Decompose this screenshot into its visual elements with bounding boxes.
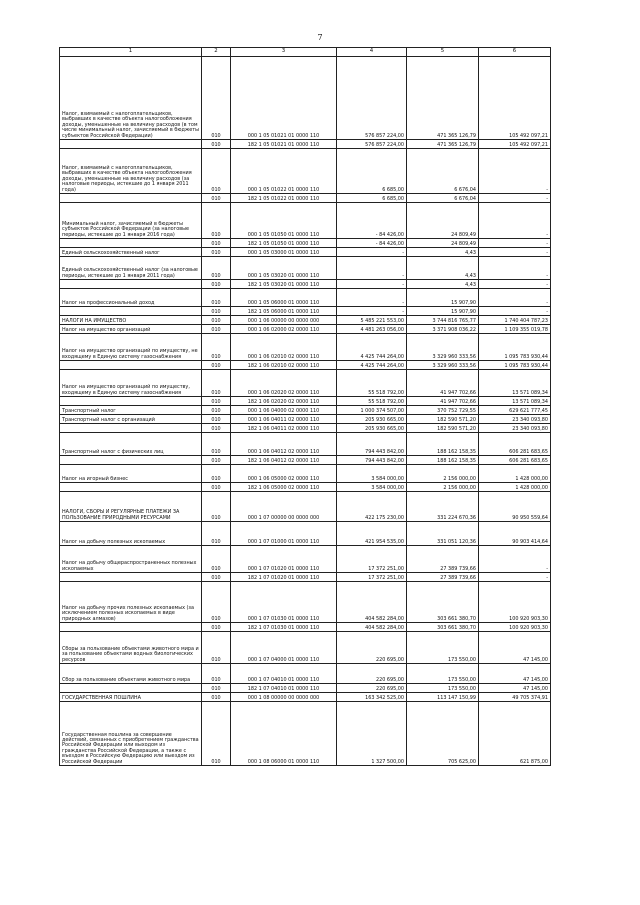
row-name	[60, 361, 202, 370]
row-name: Сборы за пользование объектами животного мира и за пользование объектами водных биологических ресурсов	[60, 632, 202, 664]
row-line-code: 010	[202, 140, 231, 149]
row-unexecuted: -	[479, 203, 551, 239]
row-line-code: 010	[202, 194, 231, 203]
table-row	[60, 370, 551, 397]
row-executed: 27 389 739,66	[407, 546, 479, 573]
row-line-code: 010	[202, 573, 231, 582]
row-line-code: 010	[202, 370, 231, 397]
column-header-4: 4	[337, 48, 407, 57]
row-line-code: 010	[202, 483, 231, 492]
row-unexecuted: 100 920 903,30	[479, 582, 551, 623]
row-budget-code: 000 1 06 02020 02 0000 110	[231, 370, 337, 397]
page-number: 7	[317, 33, 323, 42]
row-unexecuted: -	[479, 194, 551, 203]
row-budget-code: 000 1 08 00000 00 0000 000	[231, 693, 337, 702]
row-line-code: 010	[202, 325, 231, 334]
row-name: НАЛОГИ НА ИМУЩЕСТВО	[60, 316, 202, 325]
row-approved: 4 481 263 056,00	[337, 325, 407, 334]
row-approved: 422 175 230,00	[337, 492, 407, 522]
row-executed: 2 156 000,00	[407, 465, 479, 483]
row-approved: 3 584 000,00	[337, 465, 407, 483]
row-unexecuted: -	[479, 248, 551, 257]
row-name	[60, 307, 202, 316]
row-approved: 421 954 535,00	[337, 522, 407, 546]
row-unexecuted: 47 145,00	[479, 632, 551, 664]
row-executed: 188 162 158,35	[407, 456, 479, 465]
row-budget-code: 000 1 08 06000 01 0000 110	[231, 702, 337, 766]
row-line-code: 010	[202, 397, 231, 406]
row-executed: 173 550,00	[407, 632, 479, 664]
row-unexecuted: 49 705 374,91	[479, 693, 551, 702]
row-budget-code: 000 1 06 04000 02 0000 110	[231, 406, 337, 415]
row-line-code: 010	[202, 334, 231, 361]
row-line-code: 010	[202, 57, 231, 140]
row-approved: 55 518 792,00	[337, 397, 407, 406]
row-approved: 4 425 744 264,00	[337, 334, 407, 361]
row-approved: 220 695,00	[337, 684, 407, 693]
row-line-code: 010	[202, 632, 231, 664]
table-row	[60, 239, 551, 248]
row-executed: 182 590 571,20	[407, 415, 479, 424]
row-name: ГОСУДАРСТВЕННАЯ ПОШЛИНА	[60, 693, 202, 702]
column-header-2: 2	[202, 48, 231, 57]
row-unexecuted: 90 903 414,64	[479, 522, 551, 546]
table-row	[60, 483, 551, 492]
row-budget-code: 000 1 07 04010 01 0000 110	[231, 664, 337, 684]
row-approved: 1 000 374 507,00	[337, 406, 407, 415]
row-budget-code: 000 1 06 02010 02 0000 110	[231, 334, 337, 361]
row-line-code: 010	[202, 492, 231, 522]
row-line-code: 010	[202, 582, 231, 623]
row-unexecuted: 1 740 404 787,23	[479, 316, 551, 325]
row-approved: 404 582 284,00	[337, 623, 407, 632]
row-line-code: 010	[202, 693, 231, 702]
row-budget-code: 000 1 06 04011 02 0000 110	[231, 415, 337, 424]
table-row	[60, 149, 551, 194]
row-name: Транспортный налог с организаций	[60, 415, 202, 424]
row-name: Налог, взимаемый с налогоплательщиков, выбравших в качестве объекта налогообложения доходы, уменьшенные на величину расходов (в том числе минимальный налог, зачисляемый в бюджеты субъектов Российской Федерации)	[60, 57, 202, 140]
row-budget-code: 182 1 06 05000 02 0000 110	[231, 483, 337, 492]
table-row	[60, 465, 551, 483]
row-name	[60, 573, 202, 582]
table-row	[60, 415, 551, 424]
row-unexecuted: -	[479, 307, 551, 316]
row-approved: 576 857 224,00	[337, 57, 407, 140]
row-budget-code: 182 1 05 01021 01 0000 110	[231, 140, 337, 149]
row-unexecuted: 606 281 683,65	[479, 433, 551, 456]
row-approved: 205 930 665,00	[337, 415, 407, 424]
row-executed: 331 051 120,36	[407, 522, 479, 546]
row-unexecuted: 621 875,00	[479, 702, 551, 766]
row-line-code: 010	[202, 456, 231, 465]
row-executed: 182 590 571,20	[407, 424, 479, 433]
row-unexecuted: 13 571 089,34	[479, 370, 551, 397]
row-unexecuted: 606 281 683,65	[479, 456, 551, 465]
row-executed: 15 907,90	[407, 307, 479, 316]
row-name: Единый сельскохозяйственный налог	[60, 248, 202, 257]
row-budget-code: 182 1 05 06000 01 0000 110	[231, 307, 337, 316]
row-executed: 41 947 702,66	[407, 370, 479, 397]
row-approved: -	[337, 289, 407, 307]
row-unexecuted: 13 571 089,34	[479, 397, 551, 406]
row-name: Транспортный налог	[60, 406, 202, 415]
row-approved: 55 518 792,00	[337, 370, 407, 397]
row-line-code: 010	[202, 406, 231, 415]
table-row	[60, 397, 551, 406]
row-budget-code: 000 1 05 03000 01 0000 110	[231, 248, 337, 257]
row-executed: 370 752 729,55	[407, 406, 479, 415]
row-name: Сбор за пользование объектами животного мира	[60, 664, 202, 684]
row-line-code: 010	[202, 465, 231, 483]
table-row	[60, 280, 551, 289]
row-name	[60, 456, 202, 465]
row-name	[60, 397, 202, 406]
table-row	[60, 522, 551, 546]
row-budget-code: 000 1 07 00000 00 0000 000	[231, 492, 337, 522]
row-budget-code: 182 1 06 04011 02 0000 110	[231, 424, 337, 433]
row-name	[60, 424, 202, 433]
row-executed: 3 329 960 333,56	[407, 361, 479, 370]
row-executed: 4,43	[407, 280, 479, 289]
table-row	[60, 248, 551, 257]
row-name	[60, 194, 202, 203]
column-number-header	[60, 48, 551, 57]
row-unexecuted: -	[479, 280, 551, 289]
row-unexecuted: 629 621 777,45	[479, 406, 551, 415]
table-row	[60, 573, 551, 582]
row-unexecuted: 1 095 783 930,44	[479, 361, 551, 370]
table-row	[60, 424, 551, 433]
row-line-code: 010	[202, 623, 231, 632]
row-approved: 6 685,00	[337, 149, 407, 194]
row-budget-code: 182 1 05 01022 01 0000 110	[231, 194, 337, 203]
row-name: Налог на имущество организаций по имуществу, не входящему в Единую систему газоснабжения	[60, 334, 202, 361]
row-line-code: 010	[202, 664, 231, 684]
table-row	[60, 664, 551, 684]
row-name: Единый сельскохозяйственный налог (за налоговые периоды, истекшие до 1 января 2011 года)	[60, 257, 202, 280]
row-approved: -	[337, 248, 407, 257]
row-budget-code: 000 1 05 01021 01 0000 110	[231, 57, 337, 140]
table-row	[60, 334, 551, 361]
row-approved: 220 695,00	[337, 632, 407, 664]
table-row	[60, 307, 551, 316]
row-approved: -	[337, 280, 407, 289]
row-executed: 173 550,00	[407, 664, 479, 684]
row-name: Налог на добычу прочих полезных ископаемых (за исключением полезных ископаемых в виде природных алмазов)	[60, 582, 202, 623]
row-approved: 6 685,00	[337, 194, 407, 203]
row-executed: 27 389 739,66	[407, 573, 479, 582]
row-approved: 1 327 500,00	[337, 702, 407, 766]
row-budget-code: 000 1 05 01022 01 0000 110	[231, 149, 337, 194]
row-name	[60, 239, 202, 248]
row-name	[60, 280, 202, 289]
row-name	[60, 684, 202, 693]
row-name: Налог на добычу полезных ископаемых	[60, 522, 202, 546]
revenue-table	[59, 47, 551, 766]
column-header-1: 1	[60, 48, 202, 57]
row-name: НАЛОГИ, СБОРЫ И РЕГУЛЯРНЫЕ ПЛАТЕЖИ ЗА ПОЛЬЗОВАНИЕ ПРИРОДНЫМИ РЕСУРСАМИ	[60, 492, 202, 522]
row-unexecuted: 105 492 097,21	[479, 57, 551, 140]
row-line-code: 010	[202, 415, 231, 424]
row-name	[60, 623, 202, 632]
row-unexecuted: -	[479, 149, 551, 194]
table-row	[60, 623, 551, 632]
row-executed: 471 365 126,79	[407, 57, 479, 140]
row-budget-code: 000 1 07 04000 01 0000 110	[231, 632, 337, 664]
row-approved: -	[337, 307, 407, 316]
row-unexecuted: 100 920 903,30	[479, 623, 551, 632]
row-name	[60, 140, 202, 149]
row-approved: - 84 426,00	[337, 203, 407, 239]
row-name: Государственная пошлина за совершение действий, связанных с приобретением гражданства Российской Федерации или выходом из гражданства Российской Федерации, а также с въездом в Российскую Федерацию или выездом из Российской Федерации	[60, 702, 202, 766]
row-budget-code: 182 1 06 02020 02 0000 110	[231, 397, 337, 406]
row-unexecuted: 1 109 355 019,78	[479, 325, 551, 334]
row-line-code: 010	[202, 684, 231, 693]
row-line-code: 010	[202, 522, 231, 546]
row-budget-code: 182 1 05 03020 01 0000 110	[231, 280, 337, 289]
row-budget-code: 182 1 07 01020 01 0000 110	[231, 573, 337, 582]
row-executed: 113 147 150,99	[407, 693, 479, 702]
row-line-code: 010	[202, 248, 231, 257]
table-row	[60, 140, 551, 149]
row-unexecuted: 105 492 097,21	[479, 140, 551, 149]
row-budget-code: 000 1 05 03020 01 0000 110	[231, 257, 337, 280]
row-unexecuted: -	[479, 573, 551, 582]
table-row	[60, 693, 551, 702]
row-name: Налог на игорный бизнес	[60, 465, 202, 483]
row-executed: 303 661 380,70	[407, 623, 479, 632]
table-row	[60, 456, 551, 465]
row-budget-code: 000 1 06 05000 02 0000 110	[231, 465, 337, 483]
table-row	[60, 257, 551, 280]
row-budget-code: 000 1 07 01020 01 0000 110	[231, 546, 337, 573]
row-unexecuted: 90 950 559,64	[479, 492, 551, 522]
row-line-code: 010	[202, 316, 231, 325]
row-line-code: 010	[202, 424, 231, 433]
row-unexecuted: -	[479, 239, 551, 248]
table-row	[60, 684, 551, 693]
row-name: Налог на профессиональный доход	[60, 289, 202, 307]
table-row	[60, 316, 551, 325]
row-approved: -	[337, 257, 407, 280]
table-row	[60, 57, 551, 140]
row-executed: 15 907,90	[407, 289, 479, 307]
row-unexecuted: -	[479, 289, 551, 307]
row-budget-code: 182 1 06 04012 02 0000 110	[231, 456, 337, 465]
row-budget-code: 000 1 07 01030 01 0000 110	[231, 582, 337, 623]
table-row	[60, 203, 551, 239]
column-header-3: 3	[231, 48, 337, 57]
column-header-6: 6	[479, 48, 551, 57]
row-line-code: 010	[202, 546, 231, 573]
row-executed: 2 156 000,00	[407, 483, 479, 492]
row-executed: 4,43	[407, 257, 479, 280]
row-executed: 331 224 670,36	[407, 492, 479, 522]
row-executed: 4,43	[407, 248, 479, 257]
row-line-code: 010	[202, 702, 231, 766]
row-executed: 303 661 380,70	[407, 582, 479, 623]
row-line-code: 010	[202, 257, 231, 280]
row-executed: 188 162 158,35	[407, 433, 479, 456]
row-approved: 5 485 221 553,00	[337, 316, 407, 325]
row-approved: 576 857 224,00	[337, 140, 407, 149]
table-row	[60, 289, 551, 307]
row-executed: 3 371 908 036,22	[407, 325, 479, 334]
row-name: Налог, взимаемый с налогоплательщиков, выбравших в качестве объекта налогообложения доходы, уменьшенные на величину расходов (за налоговые периоды, истекшие до 1 января 2011 года)	[60, 149, 202, 194]
row-unexecuted: 23 340 093,80	[479, 424, 551, 433]
row-unexecuted: 23 340 093,80	[479, 415, 551, 424]
row-executed: 471 365 126,79	[407, 140, 479, 149]
row-unexecuted: 47 145,00	[479, 684, 551, 693]
table-row	[60, 492, 551, 522]
row-unexecuted: -	[479, 257, 551, 280]
row-name: Налог на имущество организаций	[60, 325, 202, 334]
row-budget-code: 182 1 07 04010 01 0000 110	[231, 684, 337, 693]
row-budget-code: 000 1 05 06000 01 0000 110	[231, 289, 337, 307]
row-unexecuted: 1 428 000,00	[479, 483, 551, 492]
row-name: Минимальный налог, зачисляемый в бюджеты субъектов Российской Федерации (за налоговые периоды, истекшие до 1 января 2016 года)	[60, 203, 202, 239]
table-row	[60, 546, 551, 573]
row-budget-code: 182 1 06 02010 02 0000 110	[231, 361, 337, 370]
row-unexecuted: -	[479, 546, 551, 573]
row-approved: 17 372 251,00	[337, 546, 407, 573]
row-line-code: 010	[202, 149, 231, 194]
row-approved: 794 443 842,00	[337, 433, 407, 456]
row-line-code: 010	[202, 361, 231, 370]
row-approved: - 84 426,00	[337, 239, 407, 248]
row-name: Налог на имущество организаций по имуществу, входящему в Единую систему газоснабжения	[60, 370, 202, 397]
row-unexecuted: 1 428 000,00	[479, 465, 551, 483]
row-executed: 6 676,04	[407, 194, 479, 203]
row-name: Транспортный налог с физических лиц	[60, 433, 202, 456]
row-approved: 3 584 000,00	[337, 483, 407, 492]
row-budget-code: 000 1 06 02000 02 0000 110	[231, 325, 337, 334]
row-budget-code: 000 1 05 01050 01 0000 110	[231, 203, 337, 239]
row-executed: 24 809,49	[407, 239, 479, 248]
row-approved: 220 695,00	[337, 664, 407, 684]
row-approved: 404 582 284,00	[337, 582, 407, 623]
row-name: Налог на добычу общераспространенных полезных ископаемых	[60, 546, 202, 573]
row-executed: 705 625,00	[407, 702, 479, 766]
row-executed: 3 744 816 765,77	[407, 316, 479, 325]
row-approved: 4 425 744 264,00	[337, 361, 407, 370]
row-approved: 205 930 665,00	[337, 424, 407, 433]
row-executed: 41 947 702,66	[407, 397, 479, 406]
row-line-code: 010	[202, 289, 231, 307]
row-line-code: 010	[202, 433, 231, 456]
row-line-code: 010	[202, 203, 231, 239]
table-row	[60, 194, 551, 203]
row-executed: 6 676,04	[407, 149, 479, 194]
row-approved: 163 342 525,00	[337, 693, 407, 702]
table-row	[60, 632, 551, 664]
row-budget-code: 182 1 05 01050 01 0000 110	[231, 239, 337, 248]
row-unexecuted: 47 145,00	[479, 664, 551, 684]
table-row	[60, 702, 551, 766]
row-unexecuted: 1 095 783 930,44	[479, 334, 551, 361]
row-line-code: 010	[202, 280, 231, 289]
row-budget-code: 000 1 07 01000 01 0000 110	[231, 522, 337, 546]
table-row	[60, 433, 551, 456]
row-executed: 24 809,49	[407, 203, 479, 239]
row-executed: 3 329 960 333,56	[407, 334, 479, 361]
row-budget-code: 000 1 06 00000 00 0000 000	[231, 316, 337, 325]
table-row	[60, 406, 551, 415]
row-approved: 794 443 842,00	[337, 456, 407, 465]
row-budget-code: 182 1 07 01030 01 0000 110	[231, 623, 337, 632]
table-row	[60, 325, 551, 334]
column-header-5: 5	[407, 48, 479, 57]
row-budget-code: 000 1 06 04012 02 0000 110	[231, 433, 337, 456]
table-row	[60, 582, 551, 623]
row-approved: 17 372 251,00	[337, 573, 407, 582]
row-executed: 173 550,00	[407, 684, 479, 693]
row-line-code: 010	[202, 239, 231, 248]
row-line-code: 010	[202, 307, 231, 316]
table-row	[60, 361, 551, 370]
row-name	[60, 483, 202, 492]
